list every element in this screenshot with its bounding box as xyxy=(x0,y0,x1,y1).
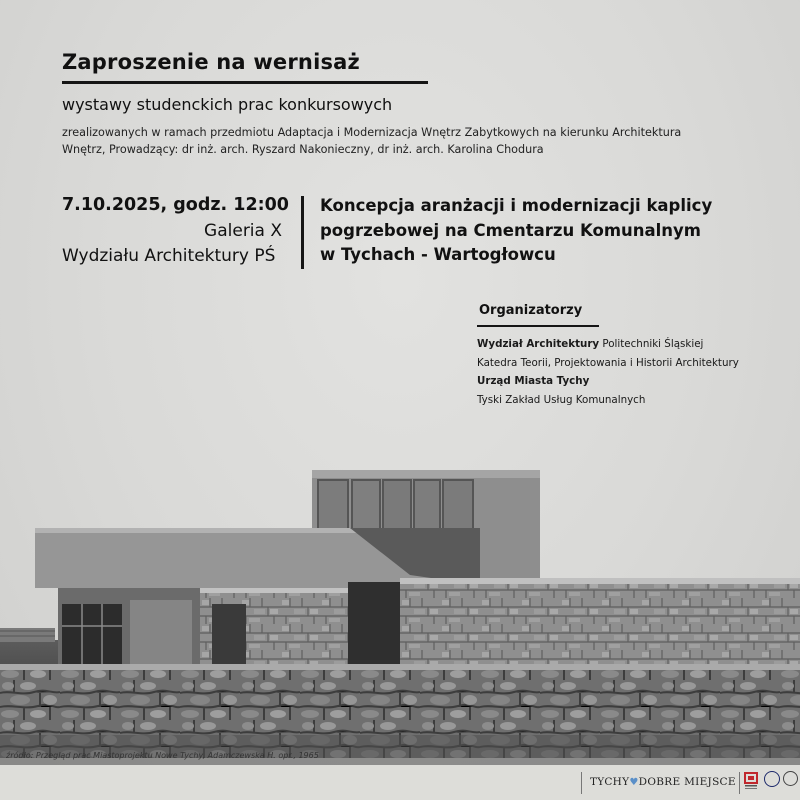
description xyxy=(62,124,782,158)
organizer-item: Katedra Teorii, Projektowania i Historii Architektury xyxy=(477,356,739,369)
university-logo-icon xyxy=(744,772,758,790)
venue-name: Galeria X xyxy=(204,221,282,241)
organizer-detail: Politechniki Śląskiej xyxy=(599,338,704,350)
vertical-divider xyxy=(301,196,304,269)
exhibit-title-line: Koncepcja aranżacji i modernizacji kaplicy xyxy=(320,196,713,215)
footer-divider xyxy=(581,772,582,794)
organizers-underline xyxy=(477,325,599,327)
photo-credit: źródło: Przegląd prac Miastoprojektu Nowe Tychy, Adamczewska H. opr., 1965 xyxy=(6,751,319,760)
page-title: Zaproszenie na wernisaż xyxy=(62,50,360,74)
subtitle: wystawy studenckich prac konkursowych xyxy=(62,95,393,114)
tychy-dobre-miejsce-logo xyxy=(590,776,736,788)
heart-icon: ♥ xyxy=(629,777,639,788)
exhibit-title-line: w Tychach - Wartogłowcu xyxy=(320,245,556,264)
organizer-name: Wydział Architektury xyxy=(477,338,600,350)
organizer-item: Tyski Zakład Usług Komunalnych xyxy=(477,393,646,406)
organizers-heading: Organizatorzy xyxy=(479,303,583,318)
title-underline xyxy=(62,81,428,84)
venue-faculty: Wydziału Architektury PŚ xyxy=(62,246,276,266)
description-line: Wnętrz, Prowadzący: dr inż. arch. Ryszard Nakonieczny, dr inż. arch. Karolina Chodura xyxy=(62,143,544,156)
institution-seal-icon xyxy=(783,771,798,786)
organizer-item xyxy=(477,335,739,354)
chapel-photo xyxy=(0,455,800,765)
tychy-logo-part1: TYCHY xyxy=(590,776,630,788)
organizers-list xyxy=(477,335,739,409)
faculty-seal-icon xyxy=(764,771,780,787)
footer-divider xyxy=(739,772,740,794)
organizer-item xyxy=(477,372,739,391)
organizer-name: Urząd Miasta Tychy xyxy=(477,375,590,387)
description-line: zrealizowanych w ramach przedmiotu Adaptacja i Modernizacja Wnętrz Zabytkowych na kierunku Architektura xyxy=(62,126,682,139)
exhibit-title-line: pogrzebowej na Cmentarzu Komunalnym xyxy=(320,220,701,240)
tychy-logo-part2: DOBRE MIEJSCE xyxy=(638,776,736,788)
event-date: 7.10.2025, godz. 12:00 xyxy=(62,195,289,215)
exhibit-title xyxy=(320,194,750,268)
